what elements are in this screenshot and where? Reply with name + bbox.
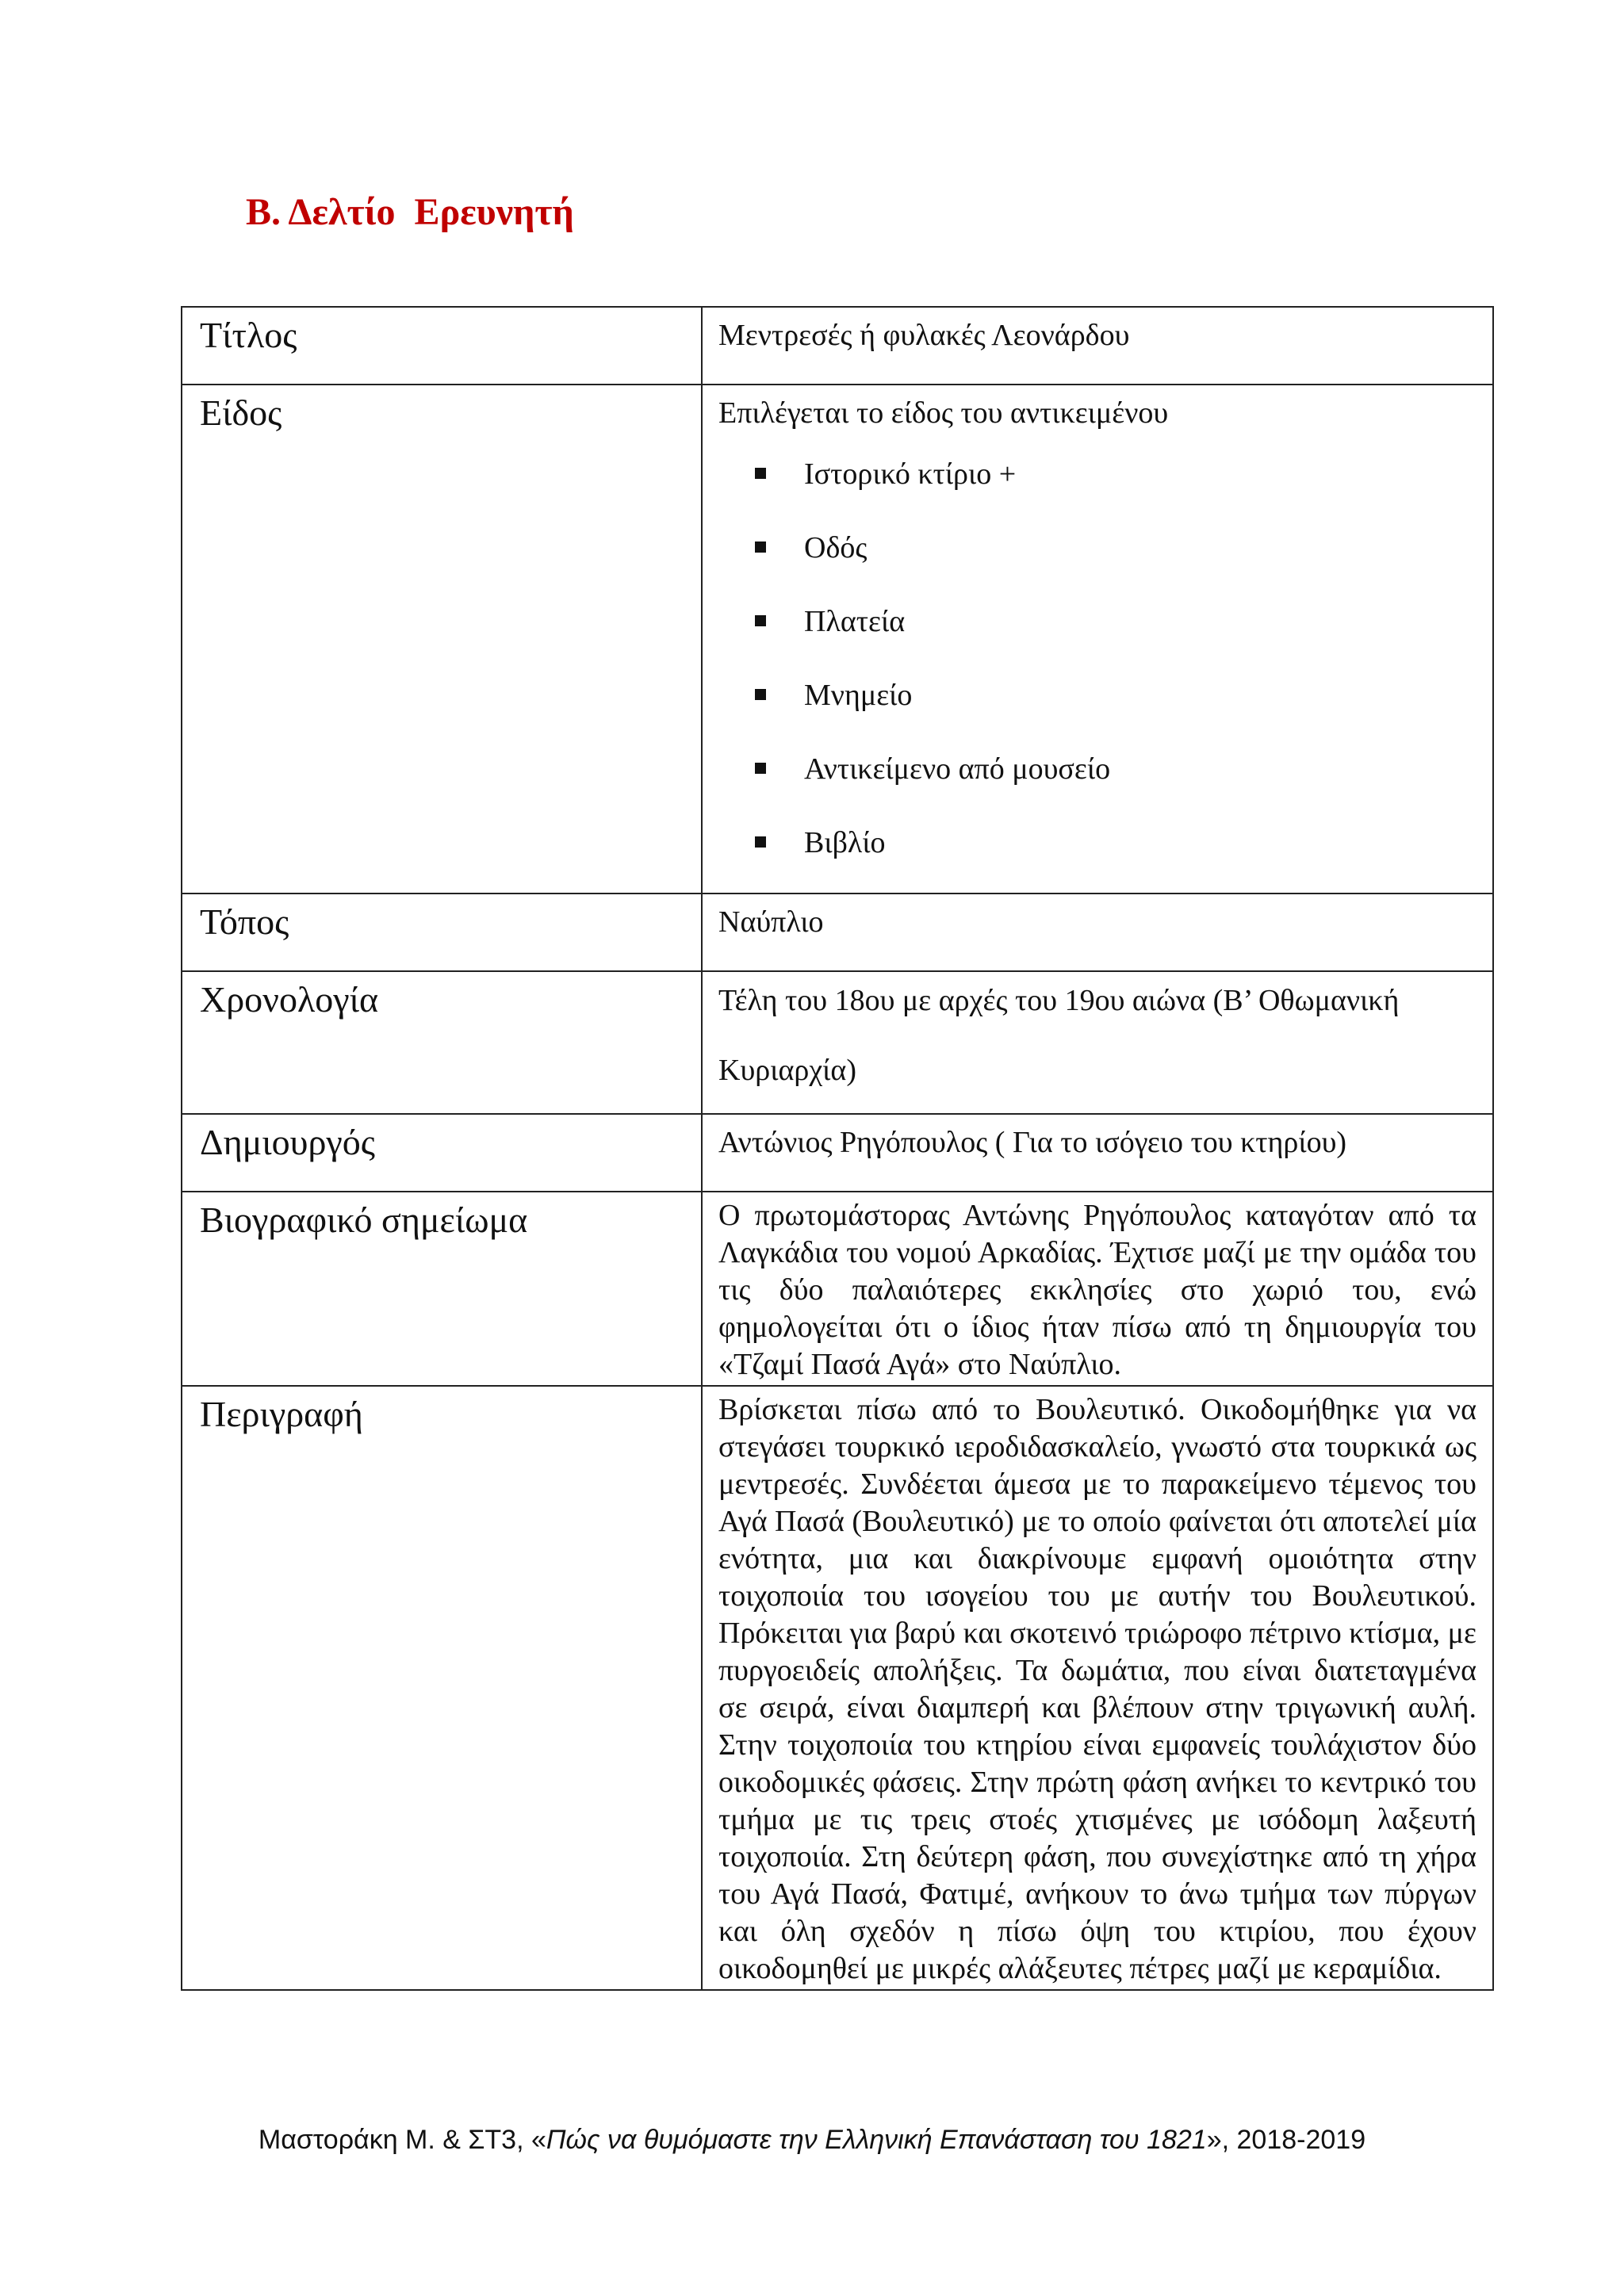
table-row-title [182, 307, 1493, 385]
square-bullet-icon [755, 763, 766, 774]
page-footer [0, 2125, 1624, 2156]
label-cell-kind [182, 385, 702, 894]
table-row-creator [182, 1114, 1493, 1192]
square-bullet-icon [755, 468, 766, 479]
value-cell-biography [702, 1192, 1493, 1386]
kind-option-label: Ιστορικό κτίριο + [804, 457, 1017, 491]
label-cell-place [182, 894, 702, 971]
square-bullet-icon [755, 541, 766, 553]
table-row-description [182, 1386, 1493, 1990]
kind-option-book [703, 806, 1492, 880]
place-value: Ναύπλιο [718, 905, 824, 939]
kind-option-label: Βιβλίο [804, 826, 886, 859]
chronology-label: Χρονολογία [200, 979, 379, 1020]
footer-authors: Μαστοράκη Μ. & ΣΤ3, « [258, 2125, 546, 2155]
value-cell-place [702, 894, 1493, 971]
footer-project-title: Πώς να θυμόμαστε την Ελληνική Επανάσταση του 1821 [546, 2125, 1207, 2155]
title-label: Τίτλος [200, 315, 297, 355]
kind-option-label: Μνημείο [804, 679, 913, 712]
kind-intro: Επιλέγεται το είδος του αντικειμένου [718, 396, 1169, 430]
value-cell-kind [702, 385, 1493, 894]
chronology-value: Τέλη του 18ου με αρχές του 19ου αιώνα (Β’ Οθωμανική Κυριαρχία) [718, 984, 1400, 1087]
section-heading: Β. Δελτίο Ερευνητή [246, 191, 574, 233]
value-cell-title [702, 307, 1493, 385]
kind-label: Είδος [200, 392, 282, 433]
title-value: Μεντρεσές ή φυλακές Λεονάρδου [718, 319, 1130, 352]
biography-value: Ο πρωτομάστορας Αντώνης Ρηγόπουλος καταγόταν από τα Λαγκάδια του νομού Αρκαδίας. Έχτισε μαζί με την ομάδα του τις δύο παλαιότερες εκκλησίες στο χωριό του, ενώ φημολογείται ότι ο ίδιος ήταν πίσω από τη δημιουργία του «Τζαμί Πασά Αγά» στο Ναύπλιο. [718, 1199, 1477, 1381]
kind-option-monument [703, 659, 1492, 733]
kind-options-list [703, 438, 1492, 885]
description-value: Βρίσκεται πίσω από το Βουλευτικό. Οικοδομήθηκε για να στεγάσει τουρκικό ιεροδιδασκαλείο, γνωστό στα τουρκικά ως μεντρεσές. Συνδέεται άμεσα με το παρακείμενο τέμενος του Αγά Πασά (Βουλευτικό) με το οποίο φαίνεται ότι αποτελεί μία ενότητα, μια και διακρίνουμε εμφανή ομοιότητα στην τοιχοποιία του ισογείου του με αυτήν του Βουλευτικού. Πρόκειται για βαρύ και σκοτεινό τριώροφο πέτρινο κτίσμα, με πυργοειδείς απολήξεις. Τα δωμάτια, που είναι διατεταγμένα σε σειρά, είναι διαμπερή και βλέπουν στην τριγωνική αυλή. Στην τοιχοποιία του κτηρίου είναι εμφανείς τουλάχιστον δύο οικοδομικές φάσεις. Στην πρώτη φάση ανήκει το κεντρικό του τμήμα με τις τρεις στοές χτισμένες με ισόδομη λαξευτή τοιχοποιία. Στη δεύτερη φάση, που συνεχίστηκε από τη χήρα του Αγά Πασά, Φατιμέ, ανήκουν το άνω τμήμα των πύργων και όλη σχεδόν η πίσω όψη του κτιρίου, που έχουν οικοδομηθεί με μικρές αλάξευτες πέτρες μαζί με κεραμίδια. [718, 1393, 1477, 1985]
value-cell-creator [702, 1114, 1493, 1192]
kind-option-square [703, 585, 1492, 659]
researcher-record-table [181, 306, 1494, 1991]
label-cell-biography [182, 1192, 702, 1386]
creator-label: Δημιουργός [200, 1122, 375, 1162]
kind-option-museum-object [703, 733, 1492, 806]
description-label: Περιγραφή [200, 1394, 363, 1434]
kind-option-label: Οδός [804, 531, 868, 564]
square-bullet-icon [755, 615, 766, 626]
kind-option-street [703, 511, 1492, 585]
table-row-kind [182, 385, 1493, 894]
table-row-biography [182, 1192, 1493, 1386]
kind-option-historic-building [703, 438, 1492, 511]
square-bullet-icon [755, 836, 766, 848]
table-row-place [182, 894, 1493, 971]
label-cell-chronology [182, 971, 702, 1114]
label-cell-description [182, 1386, 702, 1990]
label-cell-title [182, 307, 702, 385]
place-label: Τόπος [200, 901, 289, 942]
biography-label: Βιογραφικό σημείωμα [200, 1200, 528, 1240]
square-bullet-icon [755, 689, 766, 700]
kind-option-label: Αντικείμενο από μουσείο [804, 752, 1111, 786]
value-cell-chronology [702, 971, 1493, 1114]
footer-years: », 2018-2019 [1206, 2125, 1366, 2155]
value-cell-description [702, 1386, 1493, 1990]
kind-option-label: Πλατεία [804, 605, 906, 638]
creator-value: Αντώνιος Ρηγόπουλος ( Για το ισόγειο του κτηρίου) [718, 1126, 1347, 1159]
table-row-chronology [182, 971, 1493, 1114]
label-cell-creator [182, 1114, 702, 1192]
